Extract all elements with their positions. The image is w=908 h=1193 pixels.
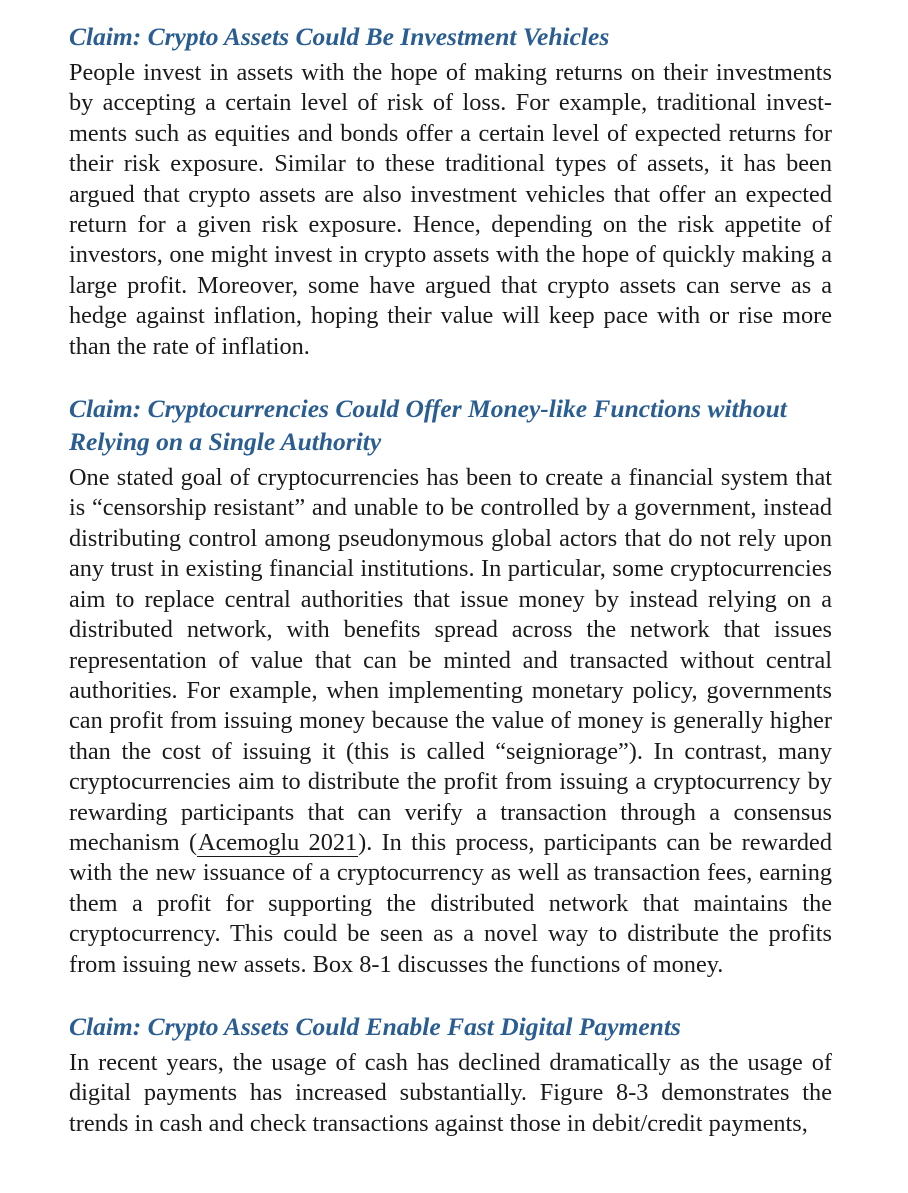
- section-heading: Claim: Crypto Assets Could Be Investment Vehicles: [69, 22, 610, 51]
- section-paragraph: In recent years, the usage of cash has declined dramatically as the usage of digital payments has increased substantially. Figure 8-3 demonstrates the trends in cash and check transactions against those in debit/credit payments,: [69, 1048, 832, 1137]
- document-page: [69, 20, 832, 1139]
- section-money-like-functions: [69, 392, 832, 980]
- paragraph-text-before-citation: One stated goal of cryptocurrencies has been to create a financial system that is “censorship resistant” and unable to be controlled by a government, instead distributing control among pseudonymous global actors that do not rely upon any trust in existing financial institutions. In particular, some cryptocurrencies aim to replace central authorities that issue money by instead relying on a distributed network, with benefits spread across the network that issues representation of value that can be minted and transacted without central authorities. For example, when implementing monetary policy, governments can profit from issuing money because the value of money is generally higher than the cost of issuing it (this is called “seigniorage”). In contrast, many cryptocurrencies aim to distribute the profit from issuing a cryptocurrency by rewarding participants that can verify a transaction through a consensus mechanism (: [69, 464, 832, 856]
- section-heading: [69, 392, 832, 458]
- section-paragraph: People invest in assets with the hope of making returns on their investments by accepting a certain level of risk of loss. For example, traditional investments such as equities and bonds offer a certain level of expected returns for their risk exposure. Similar to these traditional types of assets, it has been argued that crypto assets are also investment vehicles that offer an expected return for a given risk exposure. Hence, depending on the risk appetite of investors, one might invest in crypto assets with the hope of quickly making a large profit. Moreover, some have argued that crypto assets can serve as a hedge against inflation, hoping their value will keep pace with or rise more than the rate of inflation.: [69, 59, 832, 360]
- section-heading: Claim: Crypto Assets Could Enable Fast Digital Payments: [69, 1011, 681, 1041]
- section-paragraph: [69, 463, 832, 980]
- paragraph-text-after-citation: ). In this process, participants can be rewarded with the new issuance of a cryptocurrency as well as transaction fees, earning them a profit for supporting the distributed network that maintains the cryptocurrency. This could be seen as a novel way to distribute the profits from issuing new assets. Box 8-1 discusses the functions of money.: [69, 828, 832, 978]
- citation-link-acemoglu-2021[interactable]: Acemoglu 2021: [198, 828, 358, 856]
- section-investment-vehicles: [69, 20, 832, 362]
- section-heading-line-2: Relying on a Single Authority: [69, 427, 382, 457]
- section-heading-line-1: Claim: Cryptocurrencies Could Offer Money-like Functions without: [69, 394, 787, 424]
- section-fast-digital-payments: [69, 1010, 832, 1139]
